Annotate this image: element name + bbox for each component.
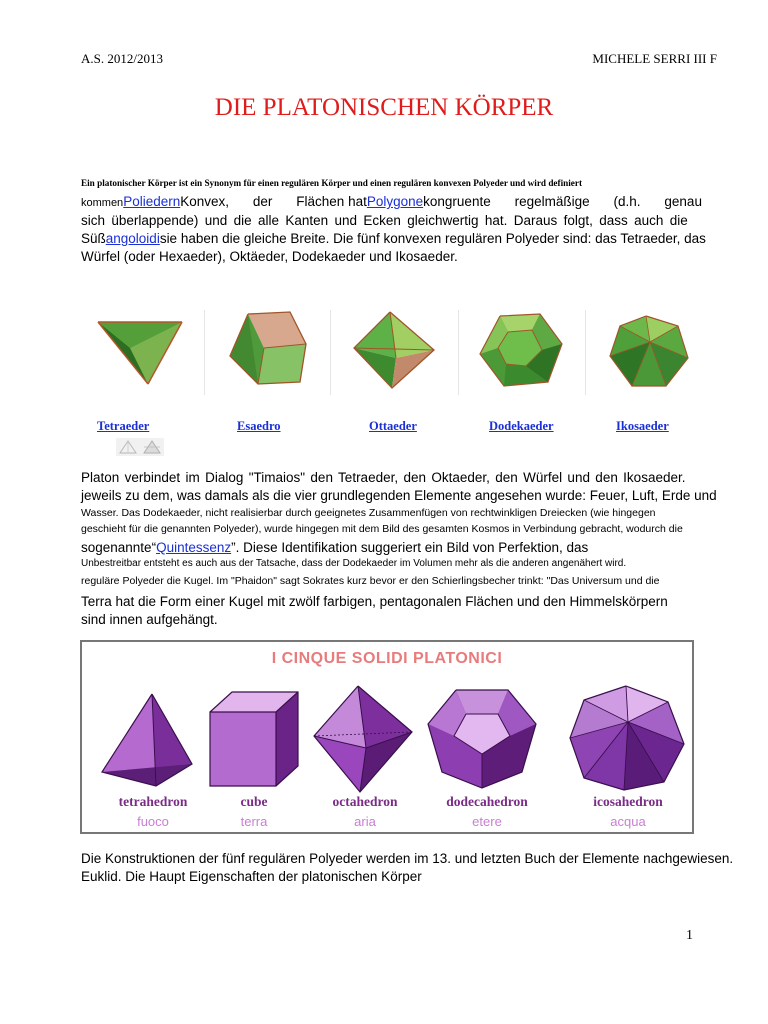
purple-cube-image <box>202 686 306 790</box>
caption-acqua: acqua <box>610 814 646 829</box>
intro-line-3: sich überlappende) und die alle Kanten und Ecken gleichwertig hat. Daraus folgt, dass auch die <box>81 213 688 228</box>
icosahedron-image <box>600 306 700 396</box>
caption-octahedron: octahedron <box>332 794 398 809</box>
figure-title: I CINQUE SOLIDI PLATONICI <box>271 650 503 667</box>
intro-l2-b: Konvex, <box>180 194 230 209</box>
separator <box>458 310 459 395</box>
intro-l2-e: hat <box>348 194 367 209</box>
caption-tetrahedron: tetrahedron <box>118 794 188 809</box>
caption-cube: cube <box>240 794 268 809</box>
intro-line-5: Würfel (oder Hexaeder), Oktäeder, Dodekaeder und Ikosaeder. <box>81 249 458 264</box>
purple-tetrahedron-image <box>96 686 200 790</box>
intro-l2-f: kongruente <box>423 194 491 209</box>
intro-l4-b: sie haben die gleiche Breite. Die fünf konvexen regulären Polyeder sind: das Tetraeder, das <box>159 231 706 246</box>
small-solids-icon <box>116 438 164 456</box>
link-esaedro[interactable]: Esaedro <box>237 419 281 433</box>
platonic-solids-figure <box>80 640 694 834</box>
cube-image <box>218 306 318 396</box>
intro-line-2 <box>81 194 742 209</box>
purple-octahedron-image <box>308 682 418 794</box>
intro-bold-line: Ein platonischer Körper ist ein Synonym für einen regulären Körper und einen regulären konvexen Polyeder und wird definiert <box>81 178 583 188</box>
caption-terra: terra <box>240 814 268 829</box>
link-ikosaeder[interactable]: Ikosaeder <box>616 419 669 433</box>
separator <box>204 310 205 395</box>
caption-etere: etere <box>472 814 502 829</box>
closing-line-2: Euklid. Die Haupt Eigenschaften der platonischen Körper <box>81 869 422 884</box>
intro-l4-a: Süß <box>81 231 106 246</box>
intro-l2-g: regelmäßige <box>514 194 590 209</box>
body-l5-b: ”. Diese Identifikation suggeriert ein Bild von Perfektion, das <box>231 540 589 555</box>
link-angoloidi[interactable]: angoloidi <box>105 231 160 246</box>
caption-icosahedron: icosahedron <box>593 794 663 809</box>
body-line-1: Platon verbindet im Dialog "Timaios" den Tetraeder, den Oktaeder, den Würfel und den Ikosaeder. <box>81 470 686 485</box>
link-quintessenz[interactable]: Quintessenz <box>156 540 232 555</box>
purple-icosahedron-image <box>566 682 688 794</box>
link-poliedern[interactable]: Poliedern <box>123 194 181 209</box>
intro-l2-c: der <box>252 194 273 209</box>
caption-aria: aria <box>354 814 376 829</box>
purple-dodecahedron-image <box>422 684 542 792</box>
link-polygone[interactable]: Polygone <box>366 194 424 209</box>
page-number: 1 <box>686 928 693 943</box>
body-line-5 <box>81 540 588 555</box>
body-l5-a: sogenannte“ <box>81 540 157 555</box>
separator <box>330 310 331 395</box>
body-line-6: Unbestreitbar entsteht es auch aus der Tatsache, dass der Dodekaeder im Volumen mehr als die anderen angenähert wird. <box>81 558 627 569</box>
closing-line-1: Die Konstruktionen der fünf regulären Polyeder werden im 13. und letzten Buch der Elemente nachgewiesen. <box>81 851 734 866</box>
intro-line-4 <box>81 231 706 246</box>
body-line-4: geschieht für die genannten Polyeder), wurde hingegen mit dem Bild des gesamten Kosmos in Verbindung gebracht, wodurch die <box>81 523 683 535</box>
dodecahedron-image <box>470 306 570 396</box>
author-name: MICHELE SERRI III F <box>592 51 717 66</box>
caption-fuoco: fuoco <box>137 814 169 829</box>
body-line-9: sind innen aufgehängt. <box>81 612 218 627</box>
body-line-2: jeweils zu dem, was damals als die vier grundlegenden Elemente angesehen wurde: Feuer, Luft, Erde und <box>81 488 717 503</box>
caption-dodecahedron: dodecahedron <box>446 794 528 809</box>
separator <box>585 310 586 395</box>
octahedron-image <box>346 306 446 396</box>
link-dodekaeder[interactable]: Dodekaeder <box>489 419 554 433</box>
intro-l2-h: (d.h. <box>613 194 641 209</box>
link-tetraeder[interactable]: Tetraeder <box>97 419 150 433</box>
page-title: DIE PLATONISCHEN KÖRPER <box>214 94 554 121</box>
intro-l2-i: genau <box>664 194 702 209</box>
intro-l2-a: kommen <box>81 197 124 209</box>
school-year: A.S. 2012/2013 <box>81 51 163 66</box>
tetrahedron-image <box>90 308 190 398</box>
body-line-7: reguläre Polyeder die Kugel. Im "Phaidon" sagt Sokrates kurz bevor er den Schierlingsbecher trinkt: "Das Universum und die <box>81 575 660 587</box>
link-ottaeder[interactable]: Ottaeder <box>369 419 417 433</box>
body-line-8: Terra hat die Form einer Kugel mit zwölf farbigen, pentagonalen Flächen und den Himmelskörpern <box>81 594 668 609</box>
intro-l2-d: Flächen <box>296 194 345 209</box>
body-line-3: Wasser. Das Dodekaeder, nicht realisierbar durch geeignetes Zusammenfügen von rechtwinkligen Dreiecken (wie hingegen <box>81 507 656 519</box>
